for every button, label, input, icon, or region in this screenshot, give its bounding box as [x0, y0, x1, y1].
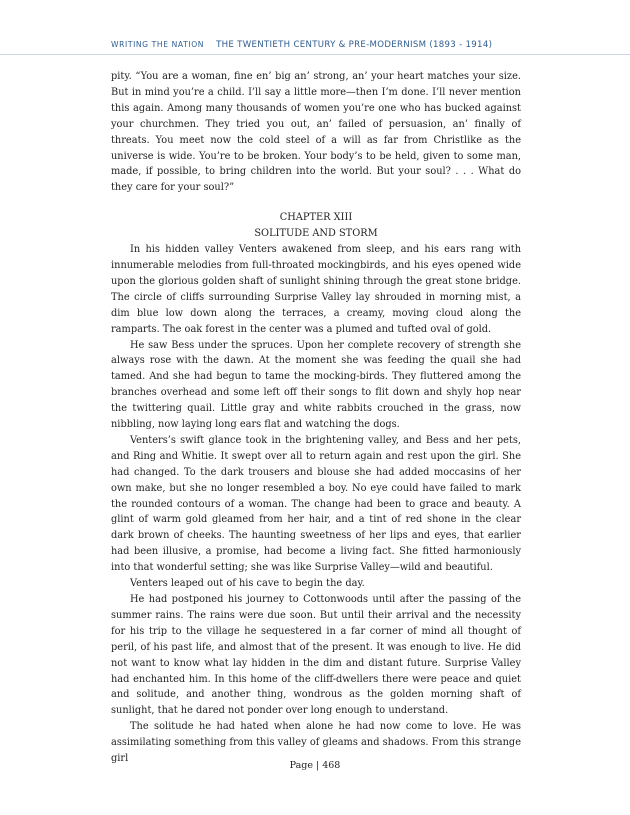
paragraph: The solitude he had hated when alone he had now come to love. He was assimilating something from this valley of gleams and shadows. From this strange girl — [111, 721, 521, 765]
paragraph: pity. “You are a woman, fine en’ big an’ strong, an’ your heart matches your size. But in mind you’re a child. I’ll say a little more—then I’m done. I’ll never mention this again. Among many thousands of women you’re one who has bucked against your churchmen. They tried you out, an’ failed of persuasion, an’ finally of threats. You meet now the cold steel of a will as far from Christlike as the universe is wide. You’re to be broken. Your body’s to be held, given to some man, made, if possible, to bring children into the world. But your soul? . . . What do they care for your soul?” — [111, 71, 521, 194]
paragraph: In his hidden valley Venters awakened from sleep, and his ears rang with innumerable melodies from full-throated mockingbirds, and his eyes opened wide upon the glorious golden shaft of sunlight shining through the great stone bridge. The circle of cliffs surrounding Surprise Valley lay shrouded in morning mist, a dim blue low down along the terraces, a creamy, moving cloud along the ramparts. The oak forest in the center was a plumed and tufted oval of gold. — [111, 244, 521, 335]
page-number: Page | 468 — [289, 760, 341, 771]
paragraph: Venters leaped out of his cave to begin the day. — [130, 578, 365, 590]
chapter-title: SOLITUDE AND STORM — [254, 228, 378, 240]
paragraph: He saw Bess under the spruces. Upon her complete recovery of strength she always rose with the dawn. At the moment she was feeding the quail she had tamed. And she had begun to tame the mocking-birds. They fluttered among the branches overhead and some left off their songs to flit down and shyly hop near the twittering quail. Little gray and white rabbits crouched in the grass, now nibbling, now laying long ears flat and watching the dogs. — [111, 339, 521, 431]
header-title: THE TWENTIETH CENTURY & PRE-MODERNISM (1893 - 1914) — [216, 40, 493, 50]
paragraph: He had postponed his journey to Cottonwoods until after the passing of the summer rains. The rains were due soon. But until their arrival and the necessity for his trip to the village he sequestered in a far corner of mind all thought of peril, of his past life, and almost that of the present. It was enough to live. He did not want to know what lay hidden in the dim and distant future. Surprise Valley had enchanted him. In this home of the cliff-dwellers there were peace and quiet and solitude, and another thing, wondrous as the golden morning shaft of sunlight, that he dared not ponder over long enough to understand. — [111, 594, 521, 717]
section-gap — [111, 196, 521, 210]
chapter-number: CHAPTER XIII — [279, 212, 353, 224]
header-section: WRITING THE NATION — [111, 40, 205, 49]
header-rule — [0, 54, 630, 55]
paragraph: Venters’s swift glance took in the brightening valley, and Bess and her pets, and Ring and Whitie. It swept over all to return again and rest upon the girl. She had changed. To the dark trousers and blouse she had added moccasins of her own make, but she no longer resembled a boy. No eye could have failed to mark the rounded contours of a woman. The change had been to grace and beauty. A glint of warm gold gleamed from her hair, and a tint of red shone in the clear dark brown of cheeks. The haunting sweetness of her lips and eyes, that earlier had been illusive, a promise, had become a living fact. She fitted harmoniously into that wonderful setting; she was like Surprise Valley—wild and beautiful. — [111, 434, 521, 574]
running-header — [111, 40, 541, 50]
body-text — [111, 69, 521, 767]
